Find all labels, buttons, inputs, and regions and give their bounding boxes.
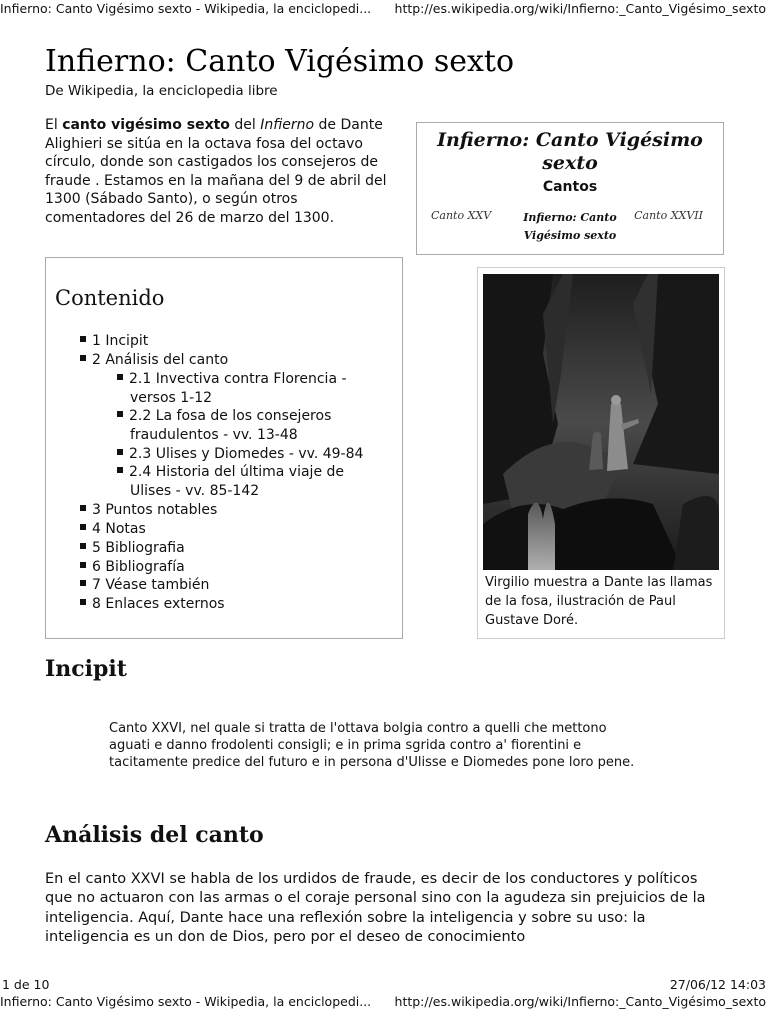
intro-paragraph — [45, 116, 395, 228]
intro-bold-term: canto vigésimo sexto — [62, 117, 230, 133]
figure-caption: Virgilio muestra a Dante las llamas de la fosa, ilustración de Paul Gustave Doré. — [485, 575, 713, 628]
toc-item-label: 2.4 Historia del última viaje de Ulises - vv. 85-142 — [129, 464, 345, 499]
toc-item[interactable] — [80, 520, 380, 539]
footer-page-title: Infierno: Canto Vigésimo sexto - Wikipedia, la enciclopedi... — [0, 994, 372, 1009]
bullet-icon — [117, 467, 123, 473]
bullet-icon — [80, 543, 86, 549]
bullet-icon — [80, 599, 86, 605]
toc-title: Contenido — [55, 286, 165, 310]
page-title: Infierno: Canto Vigésimo sexto — [45, 44, 515, 79]
intro-text: del — [229, 117, 261, 133]
toc-item-label: 2 Análisis del canto — [92, 352, 229, 368]
bullet-icon — [80, 562, 86, 568]
toc-item-label: 8 Enlaces externos — [92, 596, 225, 612]
toc-item[interactable] — [80, 576, 380, 595]
toc-item-label: 5 Bibliografia — [92, 540, 185, 556]
toc-item[interactable] — [80, 558, 380, 577]
header-url[interactable]: http://es.wikipedia.org/wiki/Infierno:_Canto_Vigésimo_sexto — [394, 1, 766, 16]
toc-item-label: 4 Notas — [92, 521, 146, 537]
infobox — [416, 122, 724, 255]
table-of-contents — [45, 257, 403, 639]
toc-item[interactable] — [80, 595, 380, 614]
toc-item-label: 7 Véase también — [92, 577, 210, 593]
intro-link-infierno[interactable]: Infierno — [260, 117, 315, 133]
dore-engraving-image[interactable] — [483, 274, 719, 570]
section-heading-incipit: Incipit — [45, 656, 127, 682]
infobox-prev-link[interactable]: Canto XXV — [431, 209, 492, 222]
intro-text: El — [45, 117, 63, 133]
toc-item[interactable] — [117, 463, 388, 501]
analisis-paragraph: En el canto XXVI se habla de los urdidos de fraude, es decir de los conductores y políticos que no actuaron con las armas o el coraje personal sino con la agudeza sin prejuicios de la inteligencia. Aquí, Dante hace una reflexión sobre la inteligencia y sobre su uso: la inteligencia es un don de Dios, pero por el deseo de conocimiento — [45, 871, 706, 946]
bullet-icon — [80, 355, 86, 361]
toc-item[interactable] — [80, 332, 380, 351]
toc-item-label: 2.2 La fosa de los consejeros fraudulentos - vv. 13-48 — [129, 408, 332, 443]
intro-text: de Dante Alighieri se sitúa en la octava fosa del octavo círculo, donde son castigados los consejeros de fraude . Estamos en la mañana del 9 de abril del 1300 (Sábado Santo), o según otros comentadores del 26 de marzo del 1300. — [45, 117, 387, 226]
toc-item[interactable] — [80, 539, 380, 558]
toc-item-label: 3 Puntos notables — [92, 502, 218, 518]
toc-item-label: 2.1 Invectiva contra Florencia - versos 1-12 — [129, 371, 347, 406]
incipit-quote: Canto XXVI, nel quale si tratta de l'ottava bolgia contro a quelli che mettono aguati e danno frodolenti consigli; e in prima sgrida contro a' fiorentini e tacitamente predice del futuro e in persona d'Ulisse e Diomedes pone loro pene. — [109, 721, 635, 770]
bullet-icon — [80, 505, 86, 511]
bullet-icon — [117, 374, 123, 380]
print-header — [0, 0, 768, 18]
toc-item-label: 2.3 Ulises y Diomedes - vv. 49-84 — [129, 446, 364, 462]
page-number: 1 de 10 — [2, 977, 50, 992]
bullet-icon — [80, 336, 86, 342]
bullet-icon — [80, 524, 86, 530]
toc-item[interactable] — [117, 445, 400, 464]
toc-item[interactable] — [80, 351, 380, 370]
print-footer-meta — [0, 977, 768, 993]
toc-item[interactable] — [117, 370, 388, 408]
infobox-section: Cantos — [542, 179, 598, 195]
toc-item[interactable] — [80, 501, 380, 520]
figure-thumbnail — [477, 267, 725, 639]
footer-url[interactable]: http://es.wikipedia.org/wiki/Infierno:_Canto_Vigésimo_sexto — [394, 994, 766, 1009]
bullet-icon — [117, 449, 123, 455]
bullet-icon — [80, 580, 86, 586]
infobox-title: Infierno: Canto Vigésimo sexto — [437, 129, 703, 174]
infobox-current: Infierno: Canto Vigésimo sexto — [523, 211, 617, 242]
bullet-icon — [117, 411, 123, 417]
print-footer — [0, 994, 768, 1012]
print-datetime: 27/06/12 14:03 — [669, 977, 766, 992]
toc-item[interactable] — [117, 407, 370, 445]
page-subtitle: De Wikipedia, la enciclopedia libre — [45, 83, 278, 99]
toc-item-label: 1 Incipit — [92, 333, 149, 349]
header-page-title: Infierno: Canto Vigésimo sexto - Wikipedia, la enciclopedi... — [0, 1, 372, 16]
toc-item-label: 6 Bibliografía — [92, 559, 185, 575]
infobox-next-link[interactable]: Canto XXVII — [634, 209, 703, 222]
section-heading-analisis: Análisis del canto — [45, 822, 264, 848]
